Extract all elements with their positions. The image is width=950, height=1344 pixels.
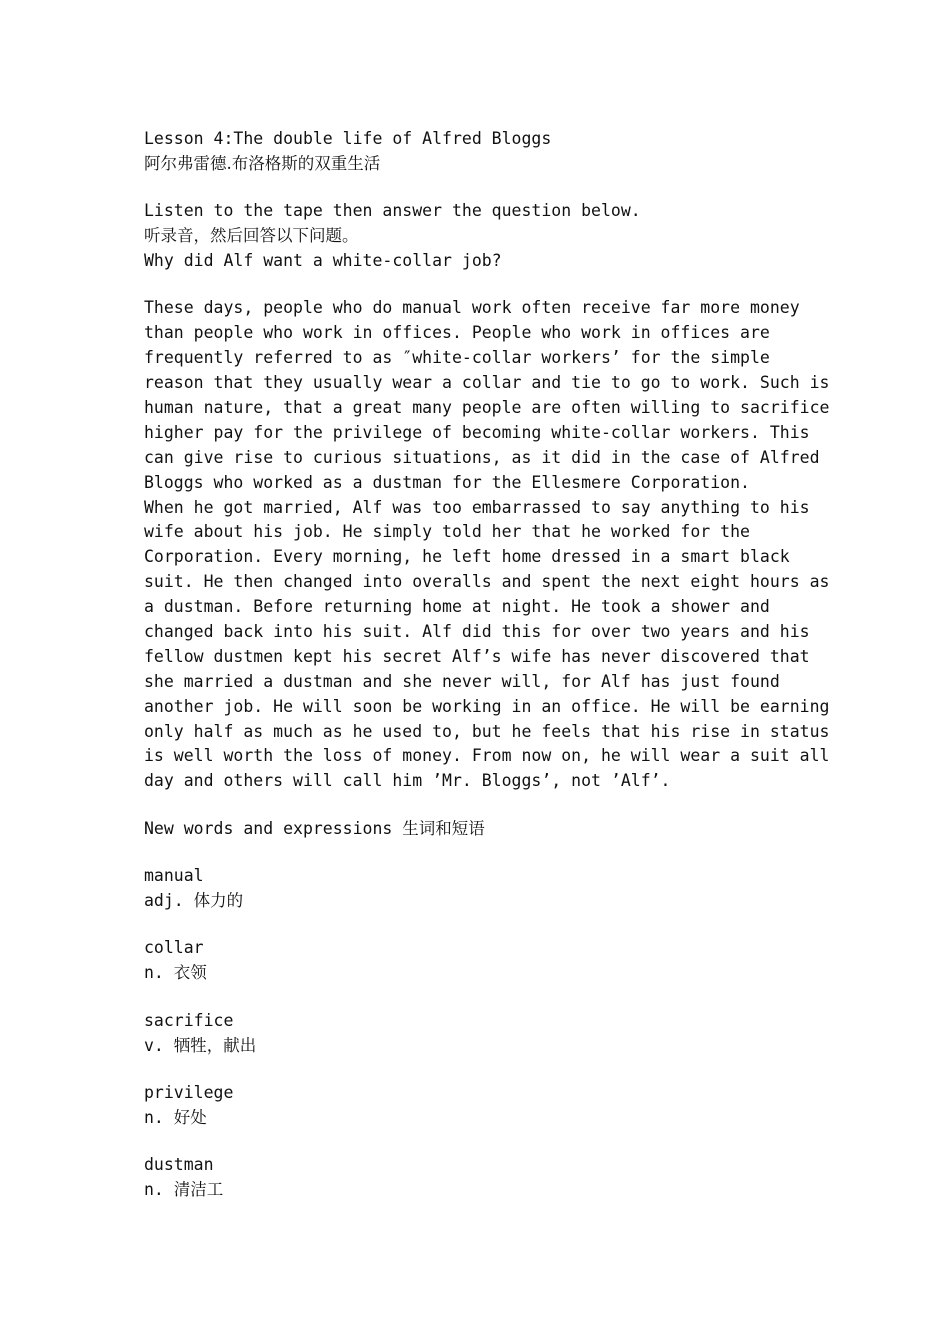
vocab-word: collar <box>144 938 204 958</box>
passage-line: higher pay for the privilege of becoming white-collar workers. This <box>144 422 810 442</box>
passage-line: When he got married, Alf was too embarrassed to say anything to his <box>144 497 810 517</box>
passage-line: Corporation. Every morning, he left home dressed in a smart black <box>144 547 790 567</box>
vocab-word: dustman <box>144 1155 214 1175</box>
vocab-entry <box>144 1081 824 1131</box>
vocab-list <box>144 864 824 1203</box>
lesson-title: Lesson 4:The double life of Alfred Bloggs <box>144 129 552 148</box>
vocab-definition: n. 衣领 <box>144 963 207 983</box>
passage-line: day and others will call him ’Mr. Bloggs’, not ’Alf’. <box>144 771 671 791</box>
passage-line: fellow dustmen kept his secret Alf’s wife has never discovered that <box>144 646 810 666</box>
vocab-entry <box>144 1153 824 1203</box>
passage-line: another job. He will soon be working in an office. He will be earning <box>144 696 830 716</box>
passage-line: reason that they usually wear a collar and tie to go to work. Such is <box>144 373 830 393</box>
passage-line: suit. He then changed into overalls and spent the next eight hours as <box>144 572 830 592</box>
passage-line: Bloggs who worked as a dustman for the Ellesmere Corporation. <box>144 472 750 492</box>
passage-line: wife about his job. He simply told her that he worked for the <box>144 522 750 542</box>
vocab-definition: v. 牺牲，献出 <box>144 1035 257 1055</box>
vocab-entry <box>144 936 824 986</box>
passage-line: only half as much as he used to, but he feels that his rise in status <box>144 721 830 741</box>
question: Why did Alf want a white-collar job? <box>144 251 502 271</box>
document-content <box>144 127 830 1203</box>
passage <box>144 296 830 794</box>
passage-line: she married a dustman and she never will, for Alf has just found <box>144 671 780 691</box>
vocab-definition: n. 清洁工 <box>144 1180 224 1200</box>
passage-line: frequently referred to as ″white-collar workers’ for the simple <box>144 348 770 368</box>
instruction-chinese: 听录音，然后回答以下问题。 <box>144 226 359 246</box>
vocab-heading: New words and expressions 生词和短语 <box>144 818 485 838</box>
vocab-entry <box>144 1009 824 1059</box>
vocab-definition: adj. 体力的 <box>144 891 244 911</box>
passage-line: These days, people who do manual work often receive far more money <box>144 298 800 318</box>
lesson-title-chinese: 阿尔弗雷德.布洛格斯的双重生活 <box>144 153 381 173</box>
vocab-entry <box>144 864 824 914</box>
vocab-word: manual <box>144 866 204 886</box>
instruction: Listen to the tape then answer the question below. <box>144 201 641 221</box>
vocab-definition: n. 好处 <box>144 1107 207 1127</box>
passage-line: a dustman. Before returning home at night. He took a shower and <box>144 597 770 617</box>
vocab-word: sacrifice <box>144 1010 234 1030</box>
passage-line: can give rise to curious situations, as it did in the case of Alfred <box>144 447 820 467</box>
passage-line: than people who work in offices. People who work in offices are <box>144 323 770 343</box>
passage-line: human nature, that a great many people are often willing to sacrifice <box>144 398 830 418</box>
passage-line: is well worth the loss of money. From now on, he will wear a suit all <box>144 746 830 766</box>
passage-line: changed back into his suit. Alf did this for over two years and his <box>144 622 810 642</box>
vocab-word: privilege <box>144 1083 234 1102</box>
